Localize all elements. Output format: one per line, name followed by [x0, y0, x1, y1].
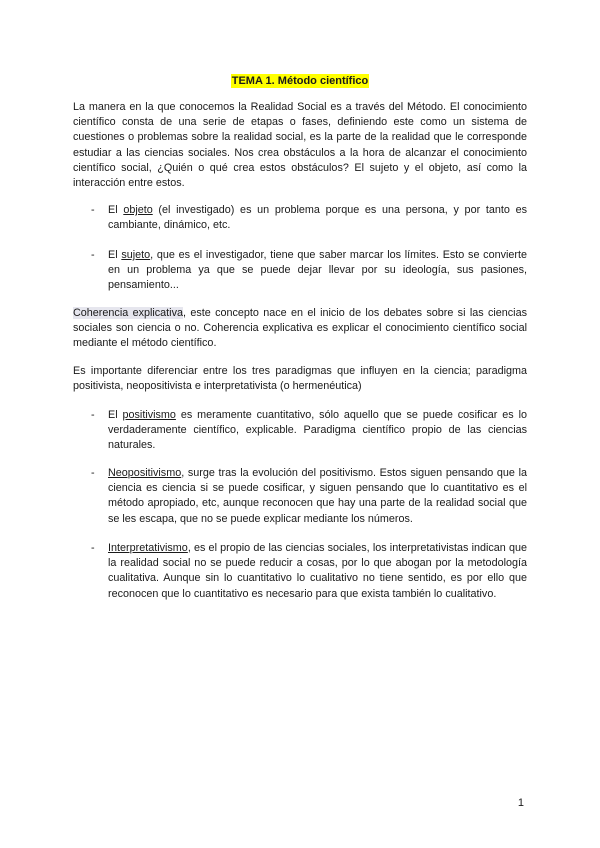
coherencia-rest: , este concepto nace en el inicio de los debates sobre si las ciencias sociales son ciencia o no. Coherencia explicativa es explicar el conocimiento científico social mediante el método científico. — [73, 307, 527, 350]
intro-paragraph: La manera en la que conocemos la Realidad Social es a través del Método. El conocimiento científico consta de una serie de etapas o fases, definiendo este como un sistema de cuestiones o problemas sobre la realidad social, es la parte de la realidad que le corresponde estudiar a las ciencias sociales. Nos crea obstáculos a la hora de alcanzar el conocimiento científico social, ¿Quién o qué crea estos obstáculos? El sujeto y el objeto, así como la interacción entre estos. — [73, 101, 527, 190]
bullet-dash: - — [91, 249, 95, 261]
coherencia-paragraph — [73, 306, 527, 352]
bullet-rest: , es el propio de las ciencias sociales, los interpretativistas indican que la realidad social no se puede reducir a cosas, por lo que abogan por la metodología cualitativa. Aunque sin lo cuantitativo lo cualitativo no tiene sentido, es por ello que reconocen que lo cuantitativo es necesario para que exista también lo cualitativo. — [108, 542, 527, 600]
term-positivismo: positivismo — [122, 409, 176, 421]
term-sujeto: sujeto — [121, 249, 151, 261]
term-objeto: objeto — [123, 204, 153, 216]
bullet-lead: El — [108, 204, 124, 216]
bullet-dash: - — [91, 204, 95, 216]
document-title: TEMA 1. Método científico — [231, 75, 369, 87]
term-neopositivismo: Neopositivismo — [108, 467, 182, 479]
bullet-lead: El — [108, 409, 123, 421]
title-container — [0, 71, 600, 89]
bullet-neopositivismo — [91, 466, 527, 527]
page-number: 1 — [517, 797, 524, 809]
term-coherencia-explicativa: Coherencia explicativa — [73, 307, 183, 319]
bullet-rest: es meramente cuantitativo, sólo aquello que se puede cosificar es lo verdaderamente científico, explicable. Paradigma científico propio de las ciencias naturales. — [108, 409, 527, 452]
bullet-interpretativismo — [91, 541, 527, 602]
bullet-sujeto — [91, 248, 527, 294]
bullet-text — [108, 541, 527, 602]
bullet-text — [108, 408, 527, 454]
term-interpretativismo: Interpretativismo — [108, 542, 188, 554]
bullet-text — [108, 248, 527, 294]
paradigmas-paragraph: Es importante diferenciar entre los tres paradigmas que influyen en la ciencia; paradigma positivista, neopositivista e interpretativista (o hermenéutica) — [73, 365, 527, 393]
bullet-objeto — [91, 203, 527, 233]
bullet-rest: , surge tras la evolución del positivismo. Estos siguen pensando que la ciencia es ciencia si se puede cosificar, y siguen pensando que lo cuantitativo es el método apropiado, etc, aunque reconocen que hay una parte de la realidad social que se les escapa, que no se puede explicar mediante los números. — [108, 467, 527, 525]
bullet-lead: El — [108, 249, 122, 261]
bullet-dash: - — [91, 467, 95, 479]
bullet-positivismo — [91, 408, 527, 454]
bullet-dash: - — [91, 542, 95, 554]
bullet-dash: - — [91, 409, 95, 421]
bullet-text — [108, 203, 527, 233]
bullet-rest: , que es el investigador, tiene que saber marcar los límites. Esto se convierte en un problema ya que se puede dejar llevar por su ideología, sus pasiones, pensamiento... — [108, 249, 527, 292]
bullet-text — [108, 466, 527, 527]
bullet-rest: (el investigado) es un problema porque es una persona, y por tanto es cambiante, dinámico, etc. — [108, 204, 527, 232]
